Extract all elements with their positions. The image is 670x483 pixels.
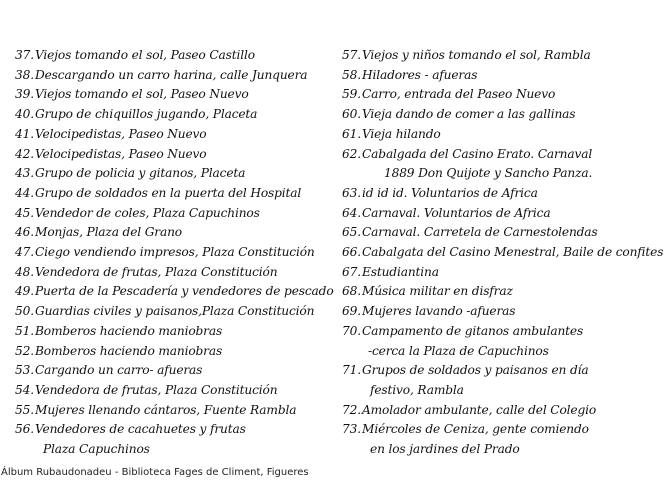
item-number: 46.: [15, 225, 34, 240]
source-caption: Álbum Rubaudonadeu - Biblioteca Fages de Climent, Figueres: [1, 467, 309, 478]
item-number: 67.: [342, 264, 361, 279]
list-item: [15, 282, 335, 302]
item-number: 59.: [342, 87, 361, 102]
list-item: [342, 145, 667, 184]
item-title: Carnaval. Carretela de Carnestolendas: [362, 225, 598, 240]
item-title: Vendedor de coles, Plaza Capuchinos: [35, 205, 260, 220]
item-number: 50.: [15, 304, 34, 319]
item-title: Velocipedistas, Paseo Nuevo: [35, 126, 207, 141]
item-number: 45.: [15, 205, 34, 220]
item-number: 37.: [15, 48, 34, 62]
item-title: Amolador ambulante, calle del Colegio: [362, 402, 597, 417]
item-continuation: en los jardines del Prado: [370, 442, 520, 457]
item-title: Viejos y niños tomando el sol, Rambla: [362, 48, 591, 62]
item-continuation: festivo, Rambla: [370, 382, 464, 397]
list-item: [342, 322, 667, 361]
item-number: 56.: [15, 422, 34, 437]
item-title: Mujeres llenando cántaros, Fuente Rambla: [35, 402, 297, 417]
item-title: Vieja dando de comer a las gallinas: [362, 107, 576, 122]
item-number: 55.: [15, 402, 34, 417]
right-column-list: [342, 46, 667, 460]
item-title: Velocipedistas, Paseo Nuevo: [35, 146, 207, 161]
list-item: [342, 105, 667, 125]
left-column-list: [15, 46, 335, 460]
list-item: [342, 223, 667, 243]
item-number: 69.: [342, 304, 361, 319]
item-number: 71.: [342, 363, 361, 378]
item-number: 40.: [15, 107, 34, 122]
item-number: 58.: [342, 67, 361, 82]
list-item: [15, 125, 335, 145]
list-item: [15, 401, 335, 421]
list-item: [15, 85, 335, 105]
item-title: Mujeres lavando -afueras: [362, 304, 516, 319]
item-number: 54.: [15, 382, 34, 397]
list-item: [342, 263, 667, 283]
item-title: Grupo de policia y gitanos, Placeta: [35, 166, 246, 181]
item-title: Estudiantina: [362, 264, 439, 279]
list-item: [342, 125, 667, 145]
list-item: [15, 46, 335, 66]
item-title: Campamento de gitanos ambulantes: [362, 323, 584, 338]
item-number: 52.: [15, 343, 34, 358]
item-number: 73.: [342, 422, 361, 437]
item-continuation: -cerca la Plaza de Capuchinos: [368, 343, 549, 358]
item-number: 44.: [15, 185, 34, 200]
item-title: Cargando un carro- afueras: [35, 363, 203, 378]
list-item: [15, 381, 335, 401]
item-number: 47.: [15, 245, 34, 260]
list-item: [342, 282, 667, 302]
list-item: [342, 204, 667, 224]
item-title: Viejos tomando el sol, Paseo Nuevo: [35, 87, 249, 102]
item-number: 68.: [342, 284, 361, 299]
list-item: [342, 243, 667, 263]
item-number: 38.: [15, 67, 34, 82]
item-title: Vieja hilando: [362, 126, 441, 141]
list-item: [15, 342, 335, 362]
list-item: [342, 401, 667, 421]
item-title: Vendedores de cacahuetes y frutas: [35, 422, 246, 437]
item-title: Cabalgata del Casino Menestral, Baile de confites: [362, 245, 664, 260]
list-item: [15, 184, 335, 204]
item-number: 49.: [15, 284, 34, 299]
list-item: [15, 302, 335, 322]
list-item: [15, 263, 335, 283]
list-item: [15, 164, 335, 184]
item-title: Música militar en disfraz: [362, 284, 513, 299]
list-item: [15, 243, 335, 263]
list-item: [15, 145, 335, 165]
item-title: Carro, entrada del Paseo Nuevo: [362, 87, 556, 102]
item-title: Ciego vendiendo impresos, Plaza Constitución: [35, 245, 315, 260]
item-number: 61.: [342, 126, 361, 141]
item-number: 70.: [342, 323, 361, 338]
item-title: Vendedora de frutas, Plaza Constitución: [35, 264, 278, 279]
list-item: [342, 420, 667, 459]
list-item: [15, 322, 335, 342]
item-title: Puerta de la Pescadería y vendedores de pescado: [35, 284, 334, 299]
item-number: 41.: [15, 126, 34, 141]
list-item: [15, 66, 335, 86]
list-item: [342, 184, 667, 204]
list-item: [15, 361, 335, 381]
item-title: Bomberos haciendo maniobras: [35, 323, 223, 338]
item-number: 42.: [15, 146, 34, 161]
item-title: Grupo de chiquillos jugando, Placeta: [35, 107, 258, 122]
item-number: 62.: [342, 146, 361, 161]
item-number: 72.: [342, 402, 361, 417]
list-item: [342, 361, 667, 400]
item-number: 57.: [342, 48, 361, 62]
item-title: Grupo de soldados en la puerta del Hospital: [35, 185, 302, 200]
item-title: Grupos de soldados y paisanos en día: [362, 363, 589, 378]
item-title: Bomberos haciendo maniobras: [35, 343, 223, 358]
list-item: [342, 85, 667, 105]
item-number: 43.: [15, 166, 34, 181]
list-item: [342, 302, 667, 322]
list-item: [15, 204, 335, 224]
item-number: 39.: [15, 87, 34, 102]
item-title: Miércoles de Ceniza, gente comiendo: [362, 422, 589, 437]
item-title: Guardias civiles y paisanos,Plaza Constitución: [35, 304, 315, 319]
item-number: 60.: [342, 107, 361, 122]
item-number: 63.: [342, 185, 361, 200]
item-title: Cabalgada del Casino Erato. Carnaval: [362, 146, 593, 161]
list-item: [15, 105, 335, 125]
item-number: 51.: [15, 323, 34, 338]
item-title: Carnaval. Voluntarios de Africa: [362, 205, 551, 220]
list-item: [342, 66, 667, 86]
list-item: [15, 420, 335, 459]
item-title: Vendedora de frutas, Plaza Constitución: [35, 382, 278, 397]
item-number: 64.: [342, 205, 361, 220]
item-continuation: 1889 Don Quijote y Sancho Panza.: [384, 166, 593, 181]
item-title: id id id. Voluntarios de Africa: [362, 185, 538, 200]
item-title: Hiladores - afueras: [362, 67, 478, 82]
item-title: Monjas, Plaza del Grano: [35, 225, 182, 240]
item-number: 65.: [342, 225, 361, 240]
item-number: 53.: [15, 363, 34, 378]
list-item: [342, 46, 667, 66]
item-continuation: Plaza Capuchinos: [43, 442, 150, 457]
item-number: 48.: [15, 264, 34, 279]
item-title: Descargando un carro harina, calle Junquera: [35, 67, 308, 82]
list-item: [15, 223, 335, 243]
item-number: 66.: [342, 245, 361, 260]
item-title: Viejos tomando el sol, Paseo Castillo: [35, 48, 255, 62]
